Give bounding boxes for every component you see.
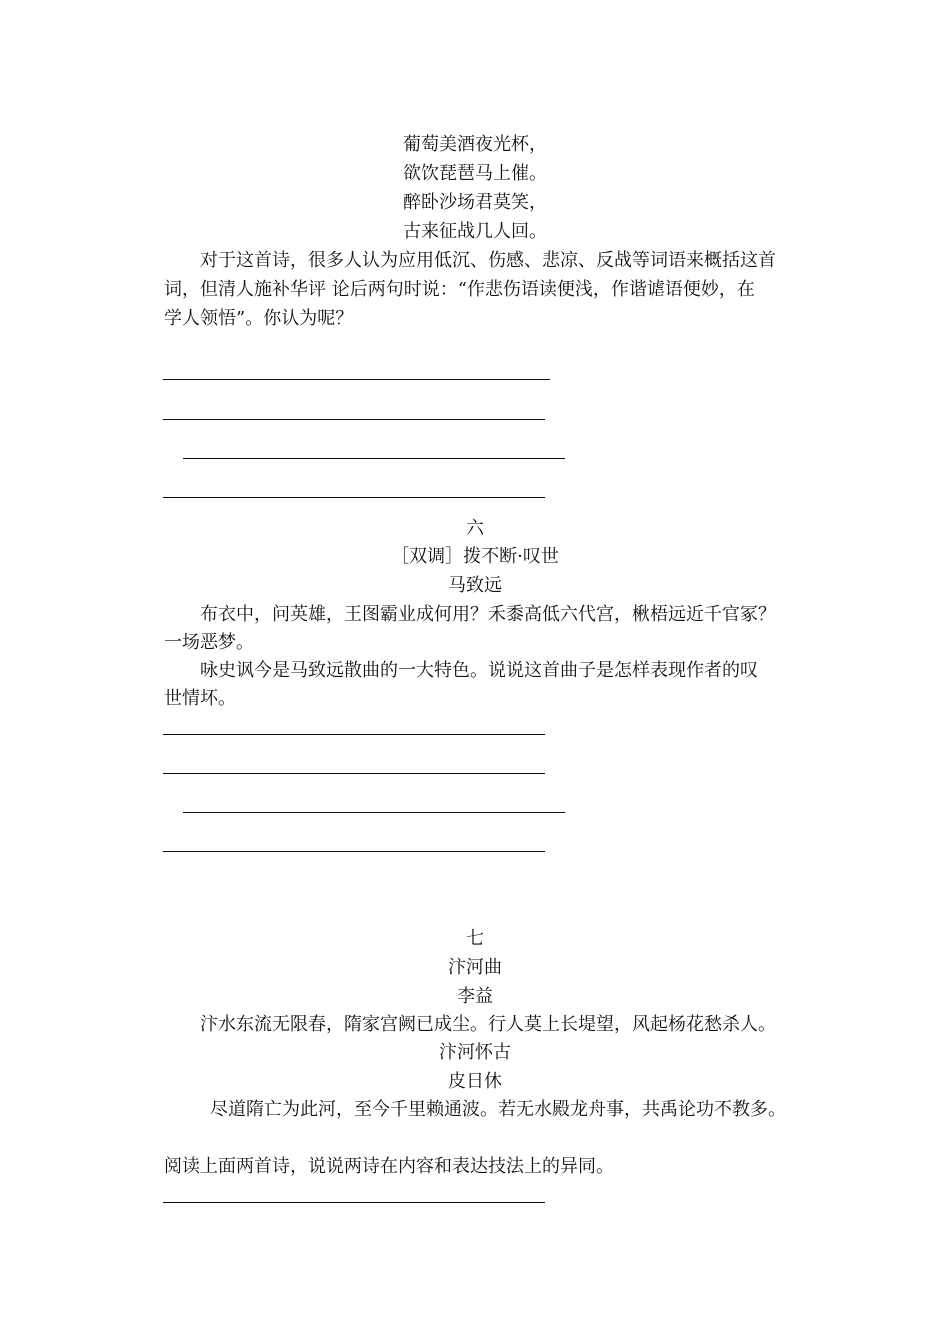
answer-line[interactable] [163, 773, 545, 774]
answer-line[interactable] [163, 419, 545, 420]
poem-line-3: 醉卧沙场君莫笑， [403, 192, 547, 213]
poem-line-2: 欲饮琵琶马上催。 [403, 163, 547, 184]
poem-1-text: 汴水东流无限春，隋家宫阙已成尘。行人莫上长堤望，风起杨花愁杀人。 [200, 1014, 776, 1035]
answer-line[interactable] [183, 812, 565, 813]
section-7-number: 七 [466, 928, 484, 949]
section-6-text-line-1: 布衣中，问英雄，王图霸业成何用？禾黍高低六代宫，楸梧远近千官冢？ [200, 604, 776, 625]
question-5-line-3: 学人领悟”。你认为呢？ [164, 308, 354, 329]
answer-line[interactable] [163, 851, 545, 852]
question-6-line-2: 世情坏。 [164, 688, 236, 709]
poem-2-title: 汴河怀古 [439, 1042, 511, 1063]
section-6-author: 马致远 [448, 575, 502, 596]
poem-2-text: 尽道隋亡为此河，至今千里赖通波。若无水殿龙舟事，共禹论功不教多。 [210, 1099, 786, 1120]
question-6-line-1: 咏史讽今是马致远散曲的一大特色。说说这首曲子是怎样表现作者的叹 [200, 660, 758, 681]
poem-2-author: 皮日休 [448, 1071, 502, 1092]
answer-line[interactable] [163, 497, 545, 498]
section-6-text-line-2: 一场恶梦。 [164, 632, 254, 653]
poem-line-1: 葡萄美酒夜光杯， [403, 134, 547, 155]
answer-line[interactable] [183, 458, 565, 459]
answer-line[interactable] [163, 734, 545, 735]
question-7: 阅读上面两首诗，说说两诗在内容和表达技法上的异同。 [164, 1156, 614, 1177]
answer-line[interactable] [163, 1202, 545, 1203]
poem-1-author: 李益 [457, 986, 493, 1007]
poem-1-title: 汴河曲 [448, 957, 502, 978]
section-6-title: ［双调］拨不断·叹世 [391, 546, 559, 567]
question-5-line-1: 对于这首诗，很多人认为应用低沉、伤感、悲凉、反战等词语来概括这首 [200, 250, 776, 271]
section-6-number: 六 [466, 518, 484, 539]
question-5-line-2: 词，但清人施补华评 论后两句时说：“作悲伤语读便浅，作谐谑语便妙，在 [164, 279, 755, 300]
poem-line-4: 古来征战几人回。 [403, 221, 547, 242]
answer-line[interactable] [163, 379, 550, 380]
